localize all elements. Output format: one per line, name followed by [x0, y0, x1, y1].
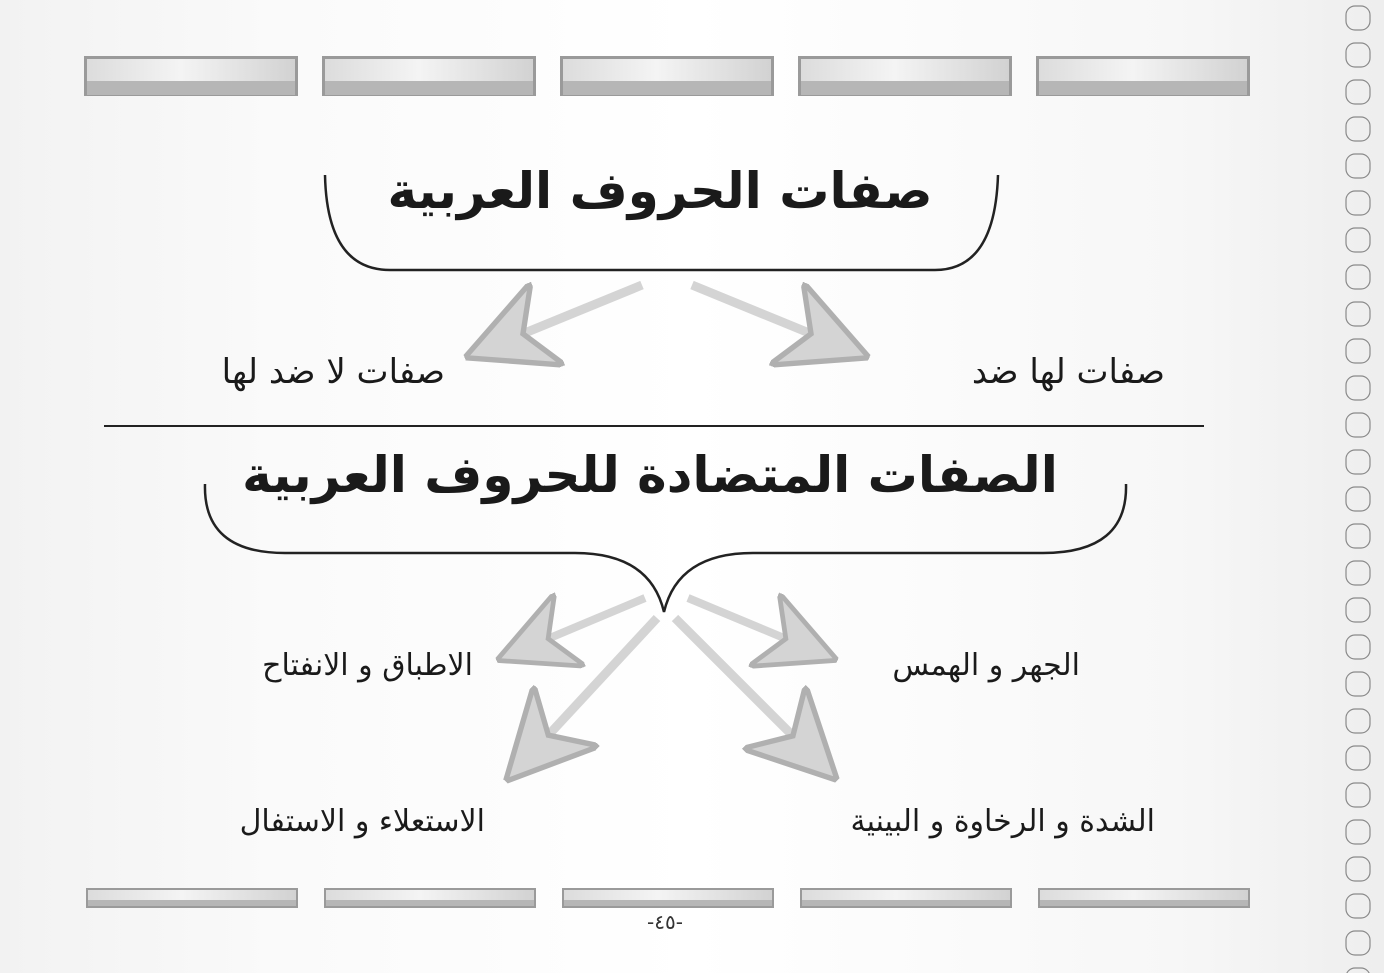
- spiral-ring: [1346, 931, 1370, 955]
- spiral-ring: [1346, 635, 1370, 659]
- pair-top-left: الاطباق و الانفتاح: [262, 648, 473, 683]
- spiral-ring: [1346, 598, 1370, 622]
- branch-left-label: صفات لا ضد لها: [221, 352, 445, 392]
- decorative-bar: [86, 888, 298, 908]
- branch-right-label: صفات لها ضد: [971, 352, 1165, 392]
- section-divider: [104, 425, 1204, 427]
- spiral-ring: [1346, 487, 1370, 511]
- arrow-icon: [526, 598, 645, 648]
- spiral-ring: [1346, 857, 1370, 881]
- spiral-ring: [1346, 43, 1370, 67]
- decorative-bar: [800, 888, 1012, 908]
- arrow-icon: [498, 285, 642, 344]
- spiral-ring: [1346, 561, 1370, 585]
- arrow-icon: [692, 285, 836, 344]
- spiral-binding: [1338, 0, 1384, 973]
- spiral-ring: [1346, 746, 1370, 770]
- spiral-ring: [1346, 820, 1370, 844]
- spiral-ring: [1346, 6, 1370, 30]
- spiral-ring: [1346, 968, 1370, 973]
- opposites-title: الصفات المتضادة للحروف العربية: [242, 446, 1058, 504]
- decorative-bar: [1038, 888, 1250, 908]
- spiral-ring: [1346, 191, 1370, 215]
- pair-bottom-right: الشدة و الرخاوة و البينية: [850, 804, 1155, 839]
- spiral-ring: [1346, 413, 1370, 437]
- spiral-ring: [1346, 450, 1370, 474]
- spiral-ring: [1346, 376, 1370, 400]
- arrow-icon: [688, 598, 808, 648]
- main-title: صفات الحروف العربية: [387, 162, 933, 220]
- spiral-ring: [1346, 154, 1370, 178]
- decorative-bar: [562, 888, 774, 908]
- spiral-ring: [1346, 894, 1370, 918]
- pair-bottom-left: الاستعلاء و الاستفال: [239, 804, 485, 839]
- spiral-ring: [1346, 783, 1370, 807]
- spiral-ring: [1346, 228, 1370, 252]
- spiral-ring: [1346, 80, 1370, 104]
- spiral-ring: [1346, 302, 1370, 326]
- decorative-bar: [324, 888, 536, 908]
- spiral-ring: [1346, 709, 1370, 733]
- spiral-ring: [1346, 524, 1370, 548]
- page-number: -٤٥-: [647, 910, 683, 934]
- spiral-ring: [1346, 339, 1370, 363]
- spiral-ring: [1346, 672, 1370, 696]
- spiral-ring: [1346, 117, 1370, 141]
- spiral-ring: [1346, 265, 1370, 289]
- pair-top-right: الجهر و الهمس: [892, 648, 1080, 683]
